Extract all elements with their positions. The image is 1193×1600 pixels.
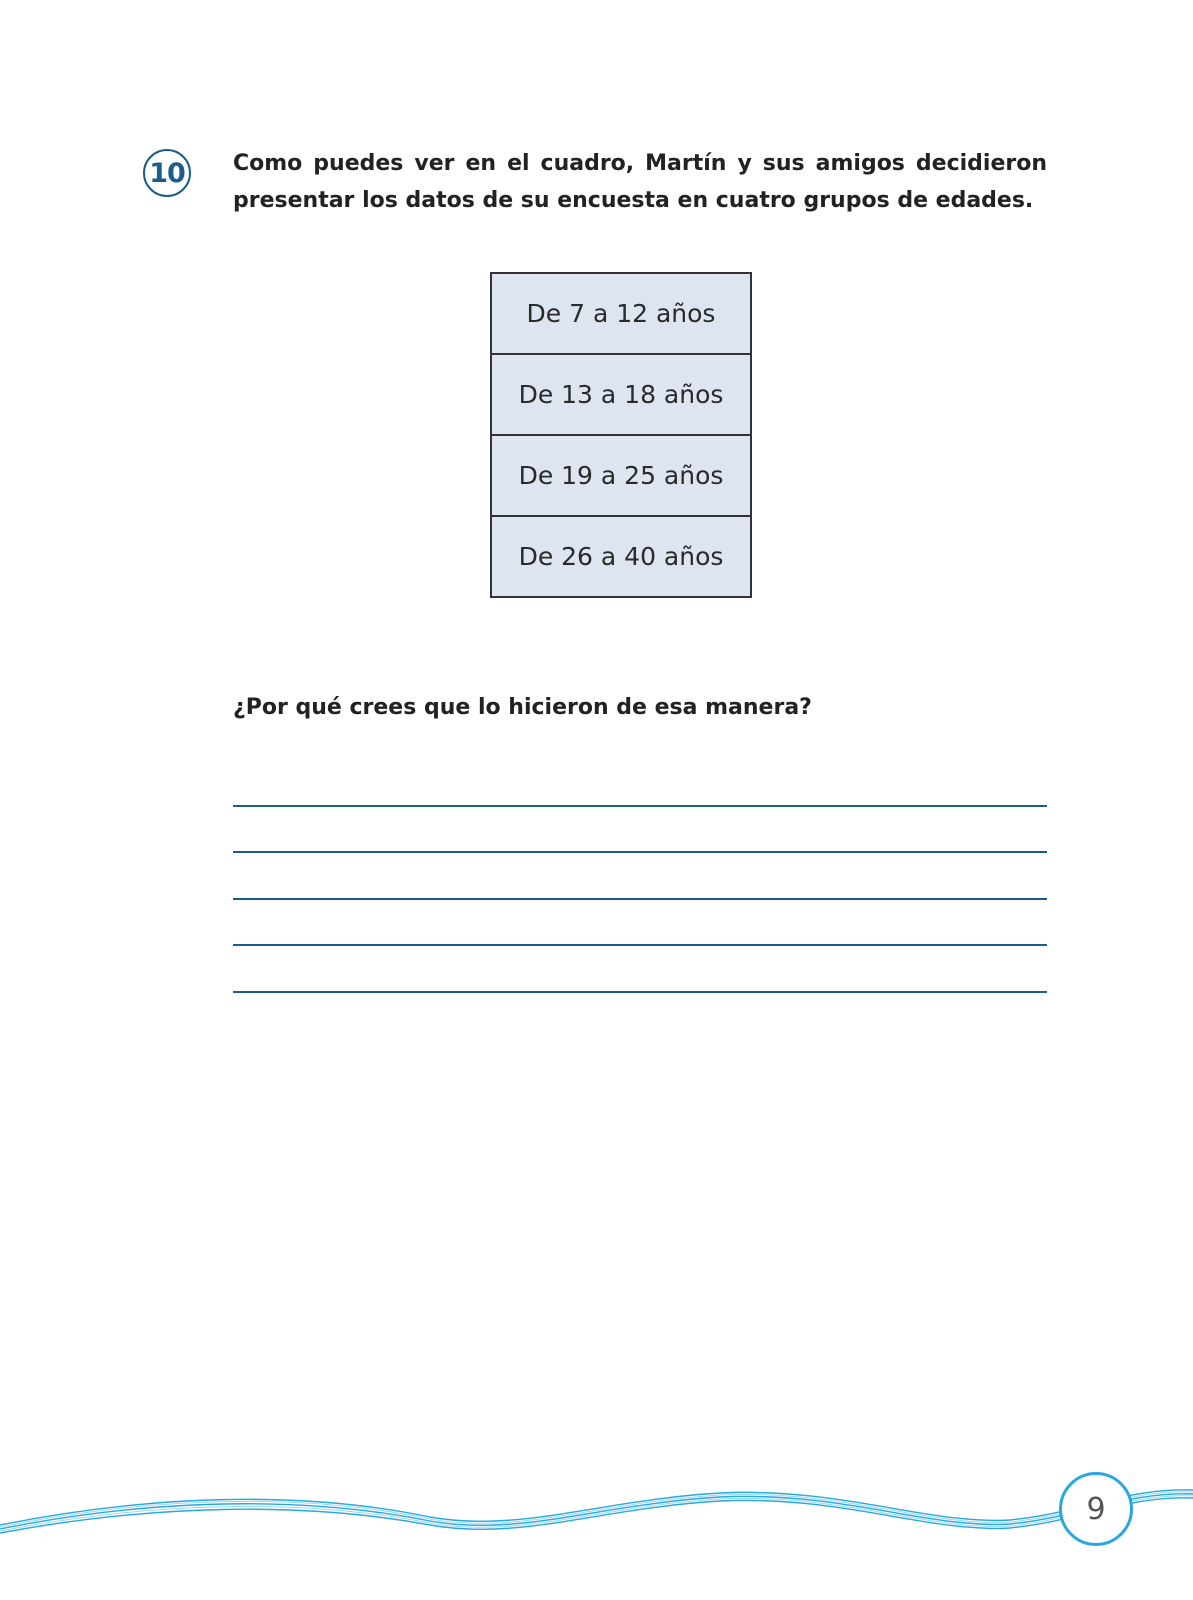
answer-line[interactable] xyxy=(233,944,1047,946)
exercise-intro-text: Como puedes ver en el cuadro, Martín y sus amigos decidieron presentar los datos de su encuesta en cuatro grupos de edades. xyxy=(233,151,1047,213)
exercise-number-badge: 10 xyxy=(143,149,191,197)
decorative-wave xyxy=(0,1455,1193,1555)
page-number: 9 xyxy=(1059,1472,1133,1546)
age-groups-table xyxy=(490,272,752,598)
answer-line[interactable] xyxy=(233,805,1047,807)
answer-line[interactable] xyxy=(233,898,1047,900)
table-row xyxy=(491,516,751,597)
age-group-cell: De 19 a 25 años xyxy=(491,435,751,516)
table-row xyxy=(491,354,751,435)
answer-line[interactable] xyxy=(233,851,1047,853)
table-row xyxy=(491,273,751,354)
question-text: ¿Por qué crees que lo hicieron de esa manera? xyxy=(233,695,812,720)
age-group-cell: De 26 a 40 años xyxy=(491,516,751,597)
answer-line[interactable] xyxy=(233,991,1047,993)
table-row xyxy=(491,435,751,516)
age-group-cell: De 7 a 12 años xyxy=(491,273,751,354)
age-group-cell: De 13 a 18 años xyxy=(491,354,751,435)
